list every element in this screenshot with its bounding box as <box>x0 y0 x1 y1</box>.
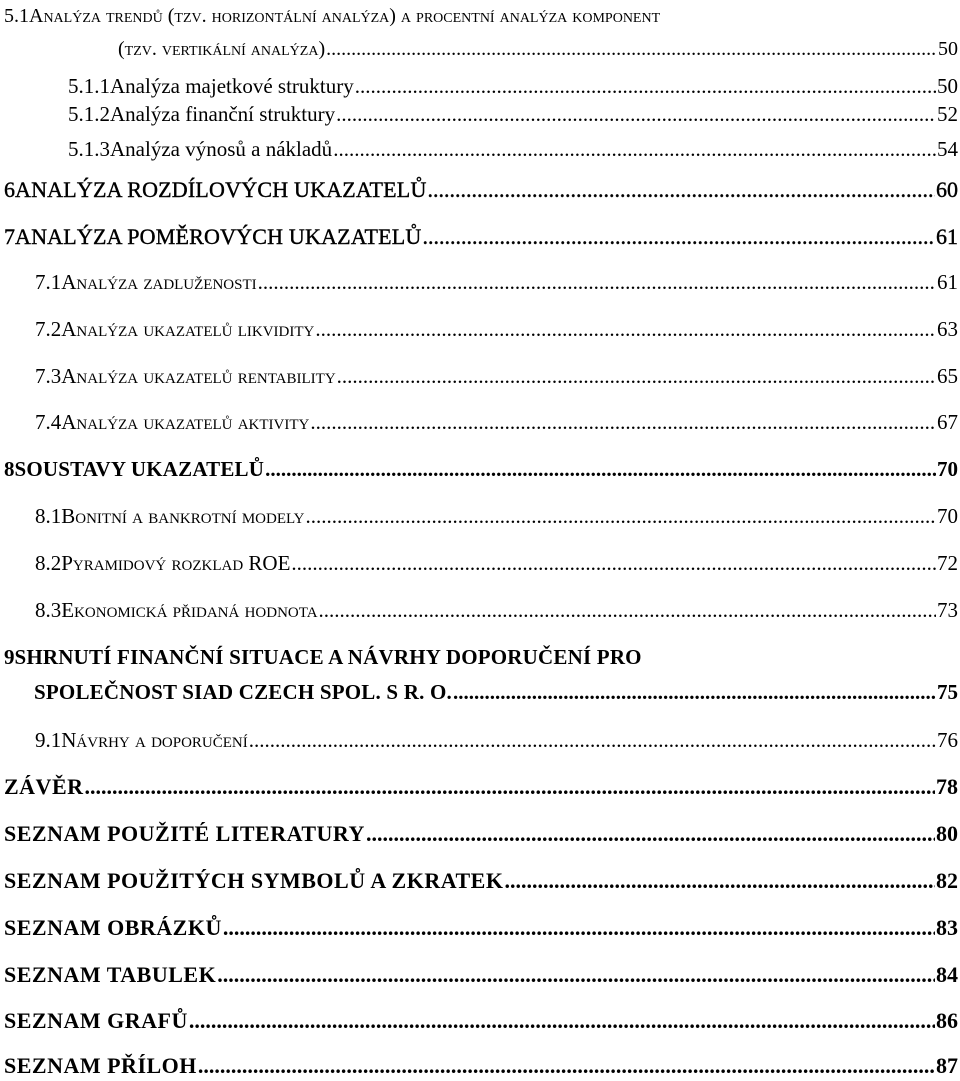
toc-entry-5-1-line2[interactable] <box>118 39 958 59</box>
toc-entry-title: Analýza majetkové struktury <box>110 74 354 98</box>
toc-entry-number: 9.1 <box>35 728 62 752</box>
toc-entry-seznam-tabulek[interactable] <box>4 964 958 986</box>
toc-entry-number: 7.3 <box>35 364 62 388</box>
toc-entry-seznam-grafu[interactable] <box>4 1010 958 1032</box>
toc-entry-title: Analýza výnosů a nákladů <box>110 137 333 161</box>
toc-entry-8[interactable] <box>4 459 958 480</box>
toc-leader-dots <box>428 179 935 201</box>
toc-page-number: 52 <box>937 102 958 126</box>
toc-entry-number: 7.1 <box>35 270 62 294</box>
toc-leader-dots <box>326 39 937 59</box>
toc-page-number: 83 <box>936 915 958 940</box>
toc-entry-number: 5.1.3 <box>68 137 110 161</box>
toc-page-number: 73 <box>937 598 958 622</box>
toc-entry-number: 5.1.1 <box>68 74 110 98</box>
toc-entry-number: 5.1.2 <box>68 102 110 126</box>
toc-leader-dots <box>305 506 936 527</box>
toc-entry-title: Ekonomická přidaná hodnota <box>61 598 318 622</box>
toc-entry-number: 7.2 <box>35 317 62 341</box>
toc-entry-8-2[interactable] <box>35 553 958 574</box>
toc-entry-6[interactable] <box>4 179 958 201</box>
toc-leader-dots <box>310 412 936 433</box>
toc-leader-dots <box>333 139 936 160</box>
toc-entry-title: ANALÝZA POMĚROVÝCH UKAZATELŮ <box>15 224 422 249</box>
toc-entry-number: 6 <box>4 177 15 202</box>
toc-entry-number: 7 <box>4 224 15 249</box>
toc-page-number: 86 <box>936 1008 958 1033</box>
toc-entry-number: 8.1 <box>35 504 62 528</box>
toc-entry-title: SEZNAM PŘÍLOH <box>4 1053 197 1078</box>
toc-page-number: 70 <box>937 504 958 528</box>
toc-entry-number: 7.4 <box>35 410 62 434</box>
toc-entry-title: SOUSTAVY UKAZATELŮ <box>14 457 265 481</box>
toc-entry-title: ZÁVĚR <box>4 774 84 799</box>
toc-leader-dots <box>249 730 936 751</box>
toc-leader-dots <box>422 226 935 248</box>
toc-leader-dots <box>85 776 935 798</box>
toc-entry-title: Návrhy a doporučení <box>61 728 248 752</box>
toc-entry-7-2[interactable] <box>35 319 958 340</box>
toc-entry-title-continued: SPOLEČNOST SIAD CZECH SPOL. S R. O. <box>34 680 452 704</box>
toc-entry-seznam-symbolu[interactable] <box>4 870 958 892</box>
toc-leader-dots <box>337 366 936 387</box>
toc-entry-title: Analýza ukazatelů likvidity <box>61 317 315 341</box>
toc-leader-dots <box>217 964 935 986</box>
toc-page-number: 67 <box>937 410 958 434</box>
toc-entry-title: Bonitní a bankrotní modely <box>61 504 305 528</box>
toc-leader-dots <box>453 682 936 703</box>
toc-entry-number: 8 <box>4 457 15 481</box>
toc-entry-5-1-2[interactable] <box>68 104 958 125</box>
toc-page-number: 78 <box>936 774 958 799</box>
toc-leader-dots <box>265 459 936 480</box>
toc-entry-title: SEZNAM GRAFŮ <box>4 1008 188 1033</box>
toc-page-number: 61 <box>936 224 958 249</box>
toc-entry-number: 8.2 <box>35 551 62 575</box>
toc-leader-dots <box>355 76 936 97</box>
toc-entry-title: Analýza zadluženosti <box>61 270 257 294</box>
toc-leader-dots <box>319 600 936 621</box>
toc-leader-dots <box>189 1010 935 1032</box>
toc-leader-dots <box>198 1055 935 1077</box>
toc-page-number: 63 <box>937 317 958 341</box>
toc-entry-title-continued: (tzv. vertikální analýza) <box>118 38 326 60</box>
toc-page-number: 50 <box>938 38 958 60</box>
toc-entry-title: Analýza trendů (tzv. horizontální analýza) a procentní analýza komponent <box>29 5 661 27</box>
toc-leader-dots <box>291 553 936 574</box>
toc-page-number: 60 <box>936 177 958 202</box>
toc-leader-dots <box>315 319 936 340</box>
toc-entry-9-line2[interactable] <box>34 682 958 703</box>
toc-entry-7-4[interactable] <box>35 412 958 433</box>
toc-page-number: 70 <box>937 457 958 481</box>
toc-leader-dots <box>366 823 935 845</box>
toc-entry-title: Analýza ukazatelů aktivity <box>61 410 310 434</box>
toc-entry-seznam-obrazku[interactable] <box>4 917 958 939</box>
toc-entry-zaver[interactable] <box>4 776 958 798</box>
toc-entry-number: 5.1 <box>4 5 29 27</box>
toc-entry-title: SEZNAM POUŽITÝCH SYMBOLŮ A ZKRATEK <box>4 868 504 893</box>
toc-entry-5-1-1[interactable] <box>68 76 958 97</box>
toc-entry-number: 8.3 <box>35 598 62 622</box>
toc-leader-dots <box>258 272 936 293</box>
toc-entry-5-1-line1[interactable] <box>4 6 660 26</box>
toc-page-number: 75 <box>937 680 958 704</box>
toc-entry-9-1[interactable] <box>35 730 958 751</box>
toc-entry-9-line1[interactable] <box>4 647 642 668</box>
toc-entry-8-1[interactable] <box>35 506 958 527</box>
toc-page-number: 72 <box>937 551 958 575</box>
toc-entry-title: ANALÝZA ROZDÍLOVÝCH UKAZATELŮ <box>15 177 427 202</box>
toc-entry-title: Analýza ukazatelů rentability <box>61 364 336 388</box>
toc-page-number: 50 <box>937 74 958 98</box>
toc-entry-title: SEZNAM TABULEK <box>4 962 217 987</box>
toc-entry-seznam-literatury[interactable] <box>4 823 958 845</box>
toc-page-number: 65 <box>937 364 958 388</box>
toc-entry-7-1[interactable] <box>35 272 958 293</box>
toc-page-number: 54 <box>937 137 958 161</box>
toc-entry-7[interactable] <box>4 226 958 248</box>
toc-entry-title: SHRNUTÍ FINANČNÍ SITUACE A NÁVRHY DOPORUČENÍ PRO <box>14 645 642 669</box>
toc-entry-seznam-priloh[interactable] <box>4 1055 958 1077</box>
toc-entry-5-1-3[interactable] <box>68 139 958 160</box>
toc-page-number: 80 <box>936 821 958 846</box>
toc-entry-number: 9 <box>4 645 15 669</box>
toc-entry-8-3[interactable] <box>35 600 958 621</box>
toc-entry-7-3[interactable] <box>35 366 958 387</box>
toc-entry-title: Pyramidový rozklad ROE <box>61 551 291 575</box>
toc-leader-dots <box>223 917 935 939</box>
toc-leader-dots <box>336 104 936 125</box>
toc-leader-dots <box>504 870 935 892</box>
toc-page-number: 82 <box>936 868 958 893</box>
toc-page-number: 87 <box>936 1053 958 1078</box>
toc-page-number: 84 <box>936 962 958 987</box>
toc-page-number: 61 <box>937 270 958 294</box>
toc-page-number: 76 <box>937 728 958 752</box>
toc-entry-title: SEZNAM OBRÁZKŮ <box>4 915 222 940</box>
toc-entry-title: SEZNAM POUŽITÉ LITERATURY <box>4 821 365 846</box>
toc-entry-title: Analýza finanční struktury <box>110 102 336 126</box>
